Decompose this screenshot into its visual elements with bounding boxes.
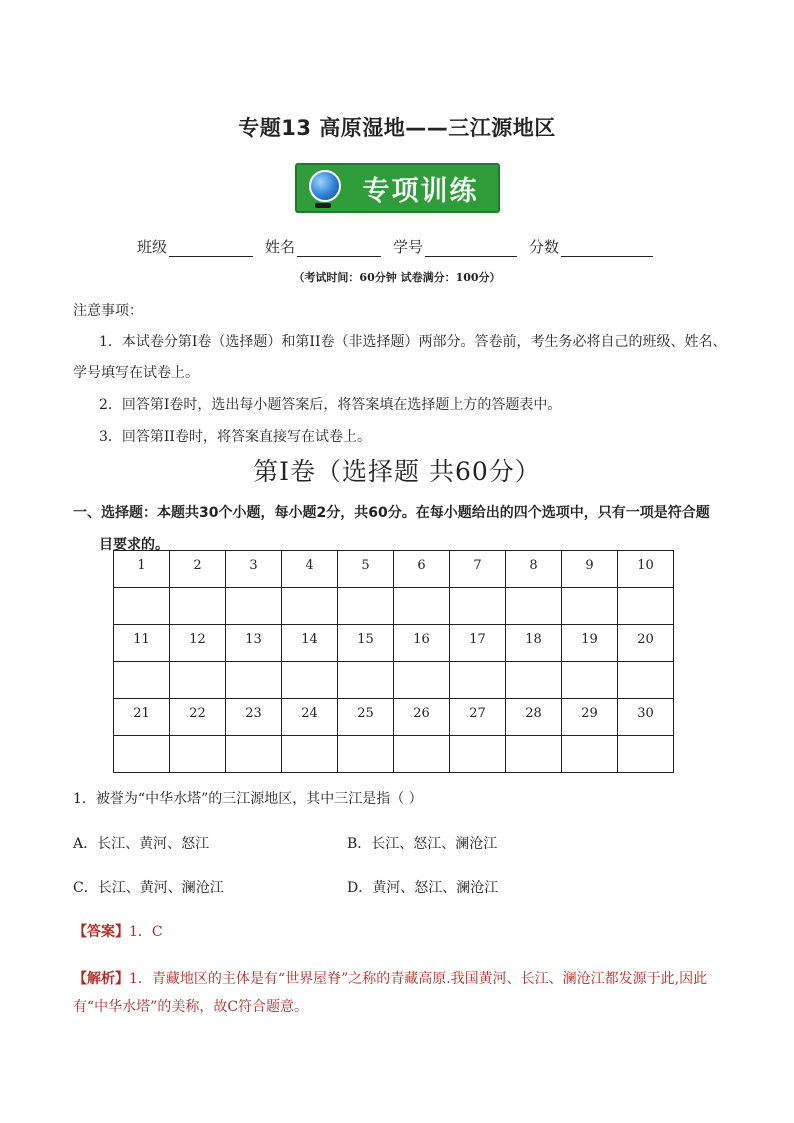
answer-cell[interactable] — [618, 588, 674, 625]
answer-line — [73, 921, 163, 941]
table-row — [114, 588, 674, 625]
answer-cell[interactable] — [282, 736, 338, 773]
question-number-cell: 18 — [506, 625, 562, 662]
exam-time: （考试时间：60分钟 试卷满分：100分） — [293, 271, 501, 284]
answer-cell[interactable] — [506, 662, 562, 699]
class-field[interactable] — [137, 236, 253, 257]
answer-cell[interactable] — [450, 588, 506, 625]
notes-item: 3．回答第II卷时，将答案直接写在试卷上。 — [99, 429, 371, 445]
answer-cell[interactable] — [338, 736, 394, 773]
answer-cell[interactable] — [114, 662, 170, 699]
question-number-cell: 17 — [450, 625, 506, 662]
question-number-cell: 16 — [394, 625, 450, 662]
class-label: 班级 — [137, 238, 168, 256]
question-number-cell: 27 — [450, 699, 506, 736]
question-number-cell: 28 — [506, 699, 562, 736]
question-number-cell: 13 — [226, 625, 282, 662]
answer-cell[interactable] — [170, 736, 226, 773]
question-number-cell: 25 — [338, 699, 394, 736]
answer-cell[interactable] — [170, 588, 226, 625]
question-number-cell: 30 — [618, 699, 674, 736]
score-label: 分数 — [529, 238, 560, 256]
explanation — [73, 965, 723, 1021]
question-number-cell: 11 — [114, 625, 170, 662]
answer-cell[interactable] — [114, 736, 170, 773]
name-field[interactable] — [265, 236, 381, 257]
explanation-label: 【解析】 — [73, 971, 129, 987]
question-number-cell: 12 — [170, 625, 226, 662]
answer-cell[interactable] — [618, 662, 674, 699]
answer-cell[interactable] — [226, 588, 282, 625]
question-number-cell: 1 — [114, 551, 170, 588]
page-title: 专题13 高原湿地——三江源地区 — [238, 116, 556, 140]
question-number-cell: 19 — [562, 625, 618, 662]
table-row — [114, 699, 674, 736]
question-number-cell: 4 — [282, 551, 338, 588]
answer-cell[interactable] — [338, 588, 394, 625]
table-row — [114, 736, 674, 773]
answer-cell[interactable] — [450, 662, 506, 699]
question-number-cell: 15 — [338, 625, 394, 662]
name-label: 姓名 — [265, 238, 296, 256]
explanation-text: 1．青藏地区的主体是有“世界屋脊”之称的青藏高原.我国黄河、长江、澜沧江都发源于此,因此有“中华水塔”的美称，故C符合题意。 — [73, 971, 708, 1015]
notes-item: 2．回答第I卷时，选出每小题答案后，将答案填在选择题上方的答题表中。 — [99, 397, 562, 413]
answer-cell[interactable] — [282, 588, 338, 625]
answer-cell[interactable] — [506, 736, 562, 773]
table-row — [114, 662, 674, 699]
section-title: 第I卷（选择题 共60分） — [253, 457, 541, 486]
question-number-cell: 9 — [562, 551, 618, 588]
student-id-blank[interactable] — [425, 240, 517, 257]
table-row — [114, 551, 674, 588]
question-number-cell: 10 — [618, 551, 674, 588]
answer-cell[interactable] — [394, 736, 450, 773]
student-id-label: 学号 — [393, 238, 424, 256]
answer-cell[interactable] — [394, 588, 450, 625]
answer-cell[interactable] — [338, 662, 394, 699]
question-stem: 1．被誉为“中华水塔”的三江源地区，其中三江是指（ ） — [73, 791, 423, 807]
answer-cell[interactable] — [170, 662, 226, 699]
score-field[interactable] — [529, 236, 653, 257]
question-number-cell: 24 — [282, 699, 338, 736]
banner-text: 专项训练 — [362, 175, 479, 207]
student-info-row — [137, 236, 665, 257]
name-blank[interactable] — [297, 240, 381, 257]
table-row — [114, 625, 674, 662]
option-c[interactable]: C．长江、黄河、澜沧江 — [73, 880, 224, 896]
score-blank[interactable] — [561, 240, 653, 257]
question-number-cell: 6 — [394, 551, 450, 588]
answer-cell[interactable] — [114, 588, 170, 625]
answer-text: 1．C — [129, 924, 163, 940]
question-number-cell: 22 — [170, 699, 226, 736]
question-number-cell: 20 — [618, 625, 674, 662]
question-number-cell: 26 — [394, 699, 450, 736]
question-number-cell: 5 — [338, 551, 394, 588]
option-b[interactable]: B．长江、怒江、澜沧江 — [347, 836, 498, 852]
notes-heading: 注意事项： — [73, 303, 143, 319]
question-number-cell: 2 — [170, 551, 226, 588]
answer-cell[interactable] — [506, 588, 562, 625]
option-d[interactable]: D．黄河、怒江、澜沧江 — [347, 880, 499, 896]
question-number-cell: 23 — [226, 699, 282, 736]
student-id-field[interactable] — [393, 236, 517, 257]
answer-table — [113, 550, 674, 773]
question-number-cell: 14 — [282, 625, 338, 662]
answer-cell[interactable] — [394, 662, 450, 699]
question-number-cell: 7 — [450, 551, 506, 588]
answer-cell[interactable] — [226, 662, 282, 699]
option-a[interactable]: A．长江、黄河、怒江 — [73, 836, 210, 852]
instruction-line: 一、选择题：本题共30个小题，每小题2分，共60分。在每小题给出的四个选项中，只有一项是符合题 — [73, 505, 710, 521]
notes-item: 学号填写在试卷上。 — [73, 365, 199, 381]
notes-item: 1．本试卷分第I卷（选择题）和第II卷（非选择题）两部分。答卷前，考生务必将自己的班级、姓名、 — [99, 334, 727, 350]
answer-cell[interactable] — [562, 736, 618, 773]
section-banner — [295, 163, 500, 213]
answer-cell[interactable] — [450, 736, 506, 773]
question-number-cell: 29 — [562, 699, 618, 736]
question-number-cell: 8 — [506, 551, 562, 588]
answer-label: 【答案】 — [73, 924, 129, 940]
question-number-cell: 3 — [226, 551, 282, 588]
answer-cell[interactable] — [562, 662, 618, 699]
globe-icon — [303, 168, 343, 208]
answer-cell[interactable] — [562, 588, 618, 625]
answer-cell[interactable] — [226, 736, 282, 773]
answer-cell[interactable] — [618, 736, 674, 773]
instruction-line: 目要求的。 — [99, 537, 169, 553]
answer-cell[interactable] — [282, 662, 338, 699]
class-blank[interactable] — [169, 240, 253, 257]
question-number-cell: 21 — [114, 699, 170, 736]
